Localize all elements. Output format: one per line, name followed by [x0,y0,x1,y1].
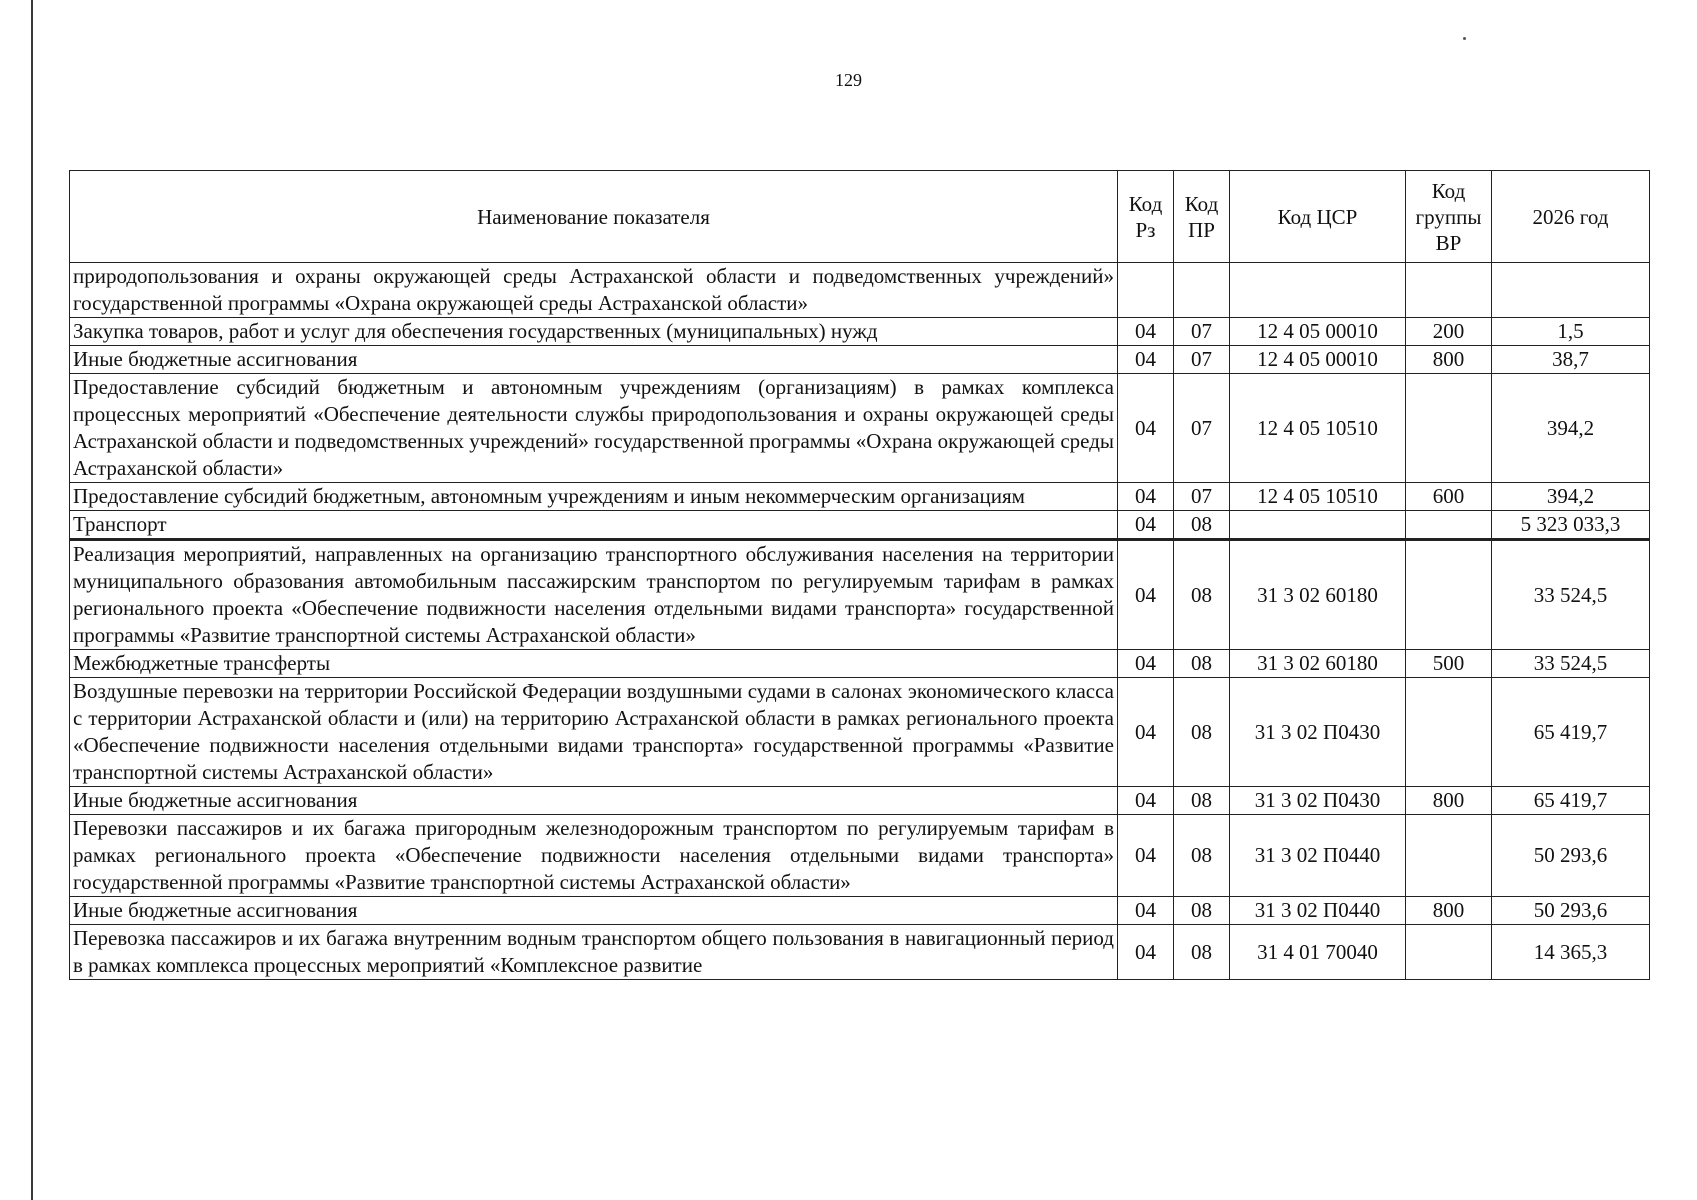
table-row [70,374,1650,483]
row-amount: 394,2 [1492,374,1650,483]
table-row [70,263,1650,318]
row-csr [1230,511,1406,540]
header-name: Наименование показателя [70,171,1118,263]
table-row [70,815,1650,897]
table-row [70,678,1650,787]
row-amount: 50 293,6 [1492,815,1650,897]
row-rz: 04 [1118,925,1174,980]
row-name: Перевозка пассажиров и их багажа внутренним водным транспортом общего пользования в навигационный период в рамках комплекса процессных мероприятий «Комплексное развитие [70,925,1118,980]
row-vr: 800 [1406,787,1492,815]
header-rz: Код Рз [1118,171,1174,263]
row-name: Иные бюджетные ассигнования [70,346,1118,374]
row-vr: 800 [1406,346,1492,374]
row-rz: 04 [1118,650,1174,678]
header-csr: Код ЦСР [1230,171,1406,263]
row-name: Воздушные перевозки на территории Российской Федерации воздушными судами в салонах экономического класса с территории Астраханской области и (или) на территорию Астраханской области в рамках регионального проекта «Обеспечение подвижности населения отдельными видами транспорта» государственной программы «Развитие транспортной системы Астраханской области» [70,678,1118,787]
row-pr: 08 [1174,815,1230,897]
row-vr [1406,374,1492,483]
row-rz: 04 [1118,318,1174,346]
table-row [70,540,1650,650]
row-pr: 08 [1174,650,1230,678]
row-name: Межбюджетные трансферты [70,650,1118,678]
row-rz: 04 [1118,787,1174,815]
row-name: Предоставление субсидий бюджетным, автономным учреждениям и иным некоммерческим организациям [70,483,1118,511]
row-csr [1230,263,1406,318]
row-rz: 04 [1118,511,1174,540]
row-amount: 394,2 [1492,483,1650,511]
row-csr: 31 3 02 60180 [1230,540,1406,650]
row-name: Предоставление субсидий бюджетным и автономным учреждениям (организациям) в рамках комплекса процессных мероприятий «Обеспечение деятельности службы природопользования и охраны окружающей среды Астраханской области и подведомственных учреждений» государственной программы «Охрана окружающей среды Астраханской области» [70,374,1118,483]
row-name: Перевозки пассажиров и их багажа пригородным железнодорожным транспортом по регулируемым тарифам в рамках регионального проекта «Обеспечение подвижности населения отдельными видами транспорта» государственной программы «Развитие транспортной системы Астраханской области» [70,815,1118,897]
budget-table [69,170,1650,980]
row-rz: 04 [1118,346,1174,374]
row-csr: 12 4 05 00010 [1230,318,1406,346]
row-rz: 04 [1118,374,1174,483]
row-csr: 31 3 02 60180 [1230,650,1406,678]
table-row [70,650,1650,678]
row-csr: 12 4 05 00010 [1230,346,1406,374]
row-vr: 800 [1406,897,1492,925]
row-vr: 600 [1406,483,1492,511]
table-header [70,171,1650,263]
row-amount: 33 524,5 [1492,650,1650,678]
table-body [70,263,1650,980]
row-csr: 12 4 05 10510 [1230,483,1406,511]
row-pr: 08 [1174,925,1230,980]
row-name: Реализация мероприятий, направленных на организацию транспортного обслуживания населения на территории муниципального образования автомобильным пассажирским транспортом по регулируемым тарифам в рамках регионального проекта «Обеспечение подвижности населения отдельными видами транспорта» государственной программы «Развитие транспортной системы Астраханской области» [70,540,1118,650]
row-name: Закупка товаров, работ и услуг для обеспечения государственных (муниципальных) нужд [70,318,1118,346]
table-row [70,511,1650,540]
table-row [70,787,1650,815]
row-csr: 12 4 05 10510 [1230,374,1406,483]
row-pr: 07 [1174,318,1230,346]
row-name: Иные бюджетные ассигнования [70,897,1118,925]
row-pr: 08 [1174,678,1230,787]
row-amount: 33 524,5 [1492,540,1650,650]
row-pr: 08 [1174,897,1230,925]
row-rz: 04 [1118,678,1174,787]
table-row [70,318,1650,346]
row-pr: 08 [1174,787,1230,815]
row-rz: 04 [1118,483,1174,511]
row-pr: 07 [1174,346,1230,374]
row-amount: 65 419,7 [1492,678,1650,787]
row-amount: 1,5 [1492,318,1650,346]
binding-line [31,0,33,1200]
row-amount: 65 419,7 [1492,787,1650,815]
row-csr: 31 4 01 70040 [1230,925,1406,980]
row-pr: 07 [1174,374,1230,483]
row-pr: 07 [1174,483,1230,511]
row-rz: 04 [1118,897,1174,925]
row-name: Транспорт [70,511,1118,540]
row-csr: 31 3 02 П0430 [1230,678,1406,787]
row-csr: 31 3 02 П0440 [1230,815,1406,897]
row-csr: 31 3 02 П0440 [1230,897,1406,925]
row-vr: 200 [1406,318,1492,346]
row-pr [1174,263,1230,318]
table-row [70,925,1650,980]
scan-speck [1463,37,1466,40]
row-rz [1118,263,1174,318]
row-vr: 500 [1406,650,1492,678]
row-vr [1406,925,1492,980]
row-amount: 50 293,6 [1492,897,1650,925]
table-row [70,483,1650,511]
row-amount: 38,7 [1492,346,1650,374]
row-amount: 14 365,3 [1492,925,1650,980]
row-name: Иные бюджетные ассигнования [70,787,1118,815]
row-vr [1406,263,1492,318]
header-pr: Код ПР [1174,171,1230,263]
row-amount [1492,263,1650,318]
row-vr [1406,815,1492,897]
table-row [70,897,1650,925]
row-vr [1406,678,1492,787]
row-vr [1406,540,1492,650]
row-csr: 31 3 02 П0430 [1230,787,1406,815]
page-number: 129 [835,70,862,90]
row-pr: 08 [1174,540,1230,650]
header-vr: Код группы ВР [1406,171,1492,263]
table-row [70,346,1650,374]
row-rz: 04 [1118,815,1174,897]
row-pr: 08 [1174,511,1230,540]
row-name: природопользования и охраны окружающей среды Астраханской области и подведомственных учреждений» государственной программы «Охрана окружающей среды Астраханской области» [70,263,1118,318]
header-year: 2026 год [1492,171,1650,263]
row-rz: 04 [1118,540,1174,650]
row-amount: 5 323 033,3 [1492,511,1650,540]
row-vr [1406,511,1492,540]
